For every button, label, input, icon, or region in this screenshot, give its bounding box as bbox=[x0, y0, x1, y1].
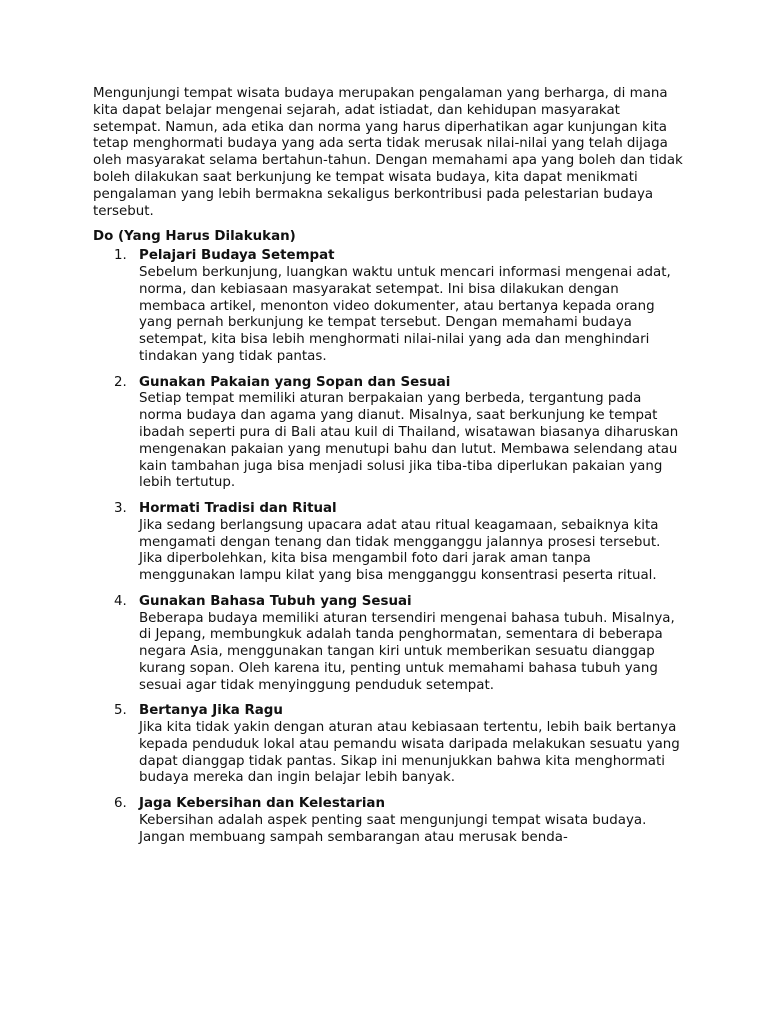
item-title: Gunakan Bahasa Tubuh yang Sesuai bbox=[139, 593, 412, 609]
document-page bbox=[93, 86, 683, 846]
item-title: Jaga Kebersihan dan Kelestarian bbox=[139, 796, 386, 812]
item-title: Hormati Tradisi dan Ritual bbox=[139, 500, 337, 516]
item-body: Jika sedang berlangsung upacara adat atau ritual keagamaan, sebaiknya kita mengamati dengan tenang dan tidak mengganggu jalannya prosesi tersebut. Jika diperbolehkan, kita bisa mengambil foto dari jarak aman tanpa menggunakan lampu kilat yang bisa mengganggu konsentrasi peserta ritual. bbox=[139, 517, 661, 584]
item-body: Jika kita tidak yakin dengan aturan atau kebiasaan tertentu, lebih baik bertanya kepada penduduk lokal atau pemandu wisata daripada melakukan sesuatu yang dapat dianggap tidak pantas. Sikap ini menunjukkan bahwa kita menghormati budaya mereka dan ingin belajar lebih banyak. bbox=[139, 720, 680, 786]
item-number: 5. bbox=[114, 703, 127, 719]
list-item bbox=[93, 594, 683, 695]
do-list bbox=[93, 248, 683, 846]
list-item bbox=[93, 796, 683, 846]
section-heading-do: Do (Yang Harus Dilakukan) bbox=[93, 229, 296, 245]
item-title: Pelajari Budaya Setempat bbox=[139, 248, 335, 264]
list-item bbox=[93, 703, 683, 787]
list-item bbox=[93, 375, 683, 493]
item-title: Bertanya Jika Ragu bbox=[139, 703, 283, 719]
item-number: 2. bbox=[114, 374, 127, 390]
item-body: Sebelum berkunjung, luangkan waktu untuk mencari informasi mengenai adat, norma, dan kebiasaan masyarakat setempat. Ini bisa dilakukan dengan membaca artikel, menonton video dokumenter, atau bertanya kepada orang yang pernah berkunjung ke tempat tersebut. Dengan memahami budaya setempat, kita bisa lebih menghormati nilai-nilai yang ada dan menghindari tindakan yang tidak pantas. bbox=[139, 264, 671, 364]
item-number: 4. bbox=[114, 593, 127, 609]
item-body: Setiap tempat memiliki aturan berpakaian yang berbeda, tergantung pada norma budaya dan agama yang dianut. Misalnya, saat berkunjung ke tempat ibadah seperti pura di Bali atau kuil di Thailand, wisatawan biasanya diharuskan mengenakan pakaian yang menutupi bahu dan lutut. Membawa selendang atau kain tambahan juga bisa menjadi solusi jika tiba-tiba diperlukan pakaian yang lebih tertutup. bbox=[139, 391, 679, 491]
intro-paragraph: Mengunjungi tempat wisata budaya merupakan pengalaman yang berharga, di mana kita dapat belajar mengenai sejarah, adat istiadat, dan kehidupan masyarakat setempat. Namun, ada etika dan norma yang harus diperhatikan agar kunjungan kita tetap menghormati budaya yang ada serta tidak merusak nilai-nilai yang telah dijaga oleh masyarakat selama bertahun-tahun. Dengan memahami apa yang boleh dan tidak boleh dilakukan saat berkunjung ke tempat wisata budaya, kita dapat menikmati pengalaman yang lebih bermakna sekaligus berkontribusi pada pelestarian budaya tersebut. bbox=[93, 86, 683, 219]
list-item bbox=[93, 501, 683, 585]
item-number: 6. bbox=[114, 796, 127, 812]
item-number: 1. bbox=[114, 248, 127, 264]
item-title: Gunakan Pakaian yang Sopan dan Sesuai bbox=[139, 374, 451, 390]
item-body: Kebersihan adalah aspek penting saat mengunjungi tempat wisata budaya. Jangan membuang sampah sembarangan atau merusak benda- bbox=[139, 812, 647, 845]
list-item bbox=[93, 248, 683, 366]
item-number: 3. bbox=[114, 500, 127, 516]
item-body: Beberapa budaya memiliki aturan tersendiri mengenai bahasa tubuh. Misalnya, di Jepang, membungkuk adalah tanda penghormatan, sementara di beberapa negara Asia, menggunakan tangan kiri untuk memberikan sesuatu dianggap kurang sopan. Oleh karena itu, penting untuk memahami bahasa tubuh yang sesuai agar tidak menyinggung penduduk setempat. bbox=[139, 610, 675, 693]
